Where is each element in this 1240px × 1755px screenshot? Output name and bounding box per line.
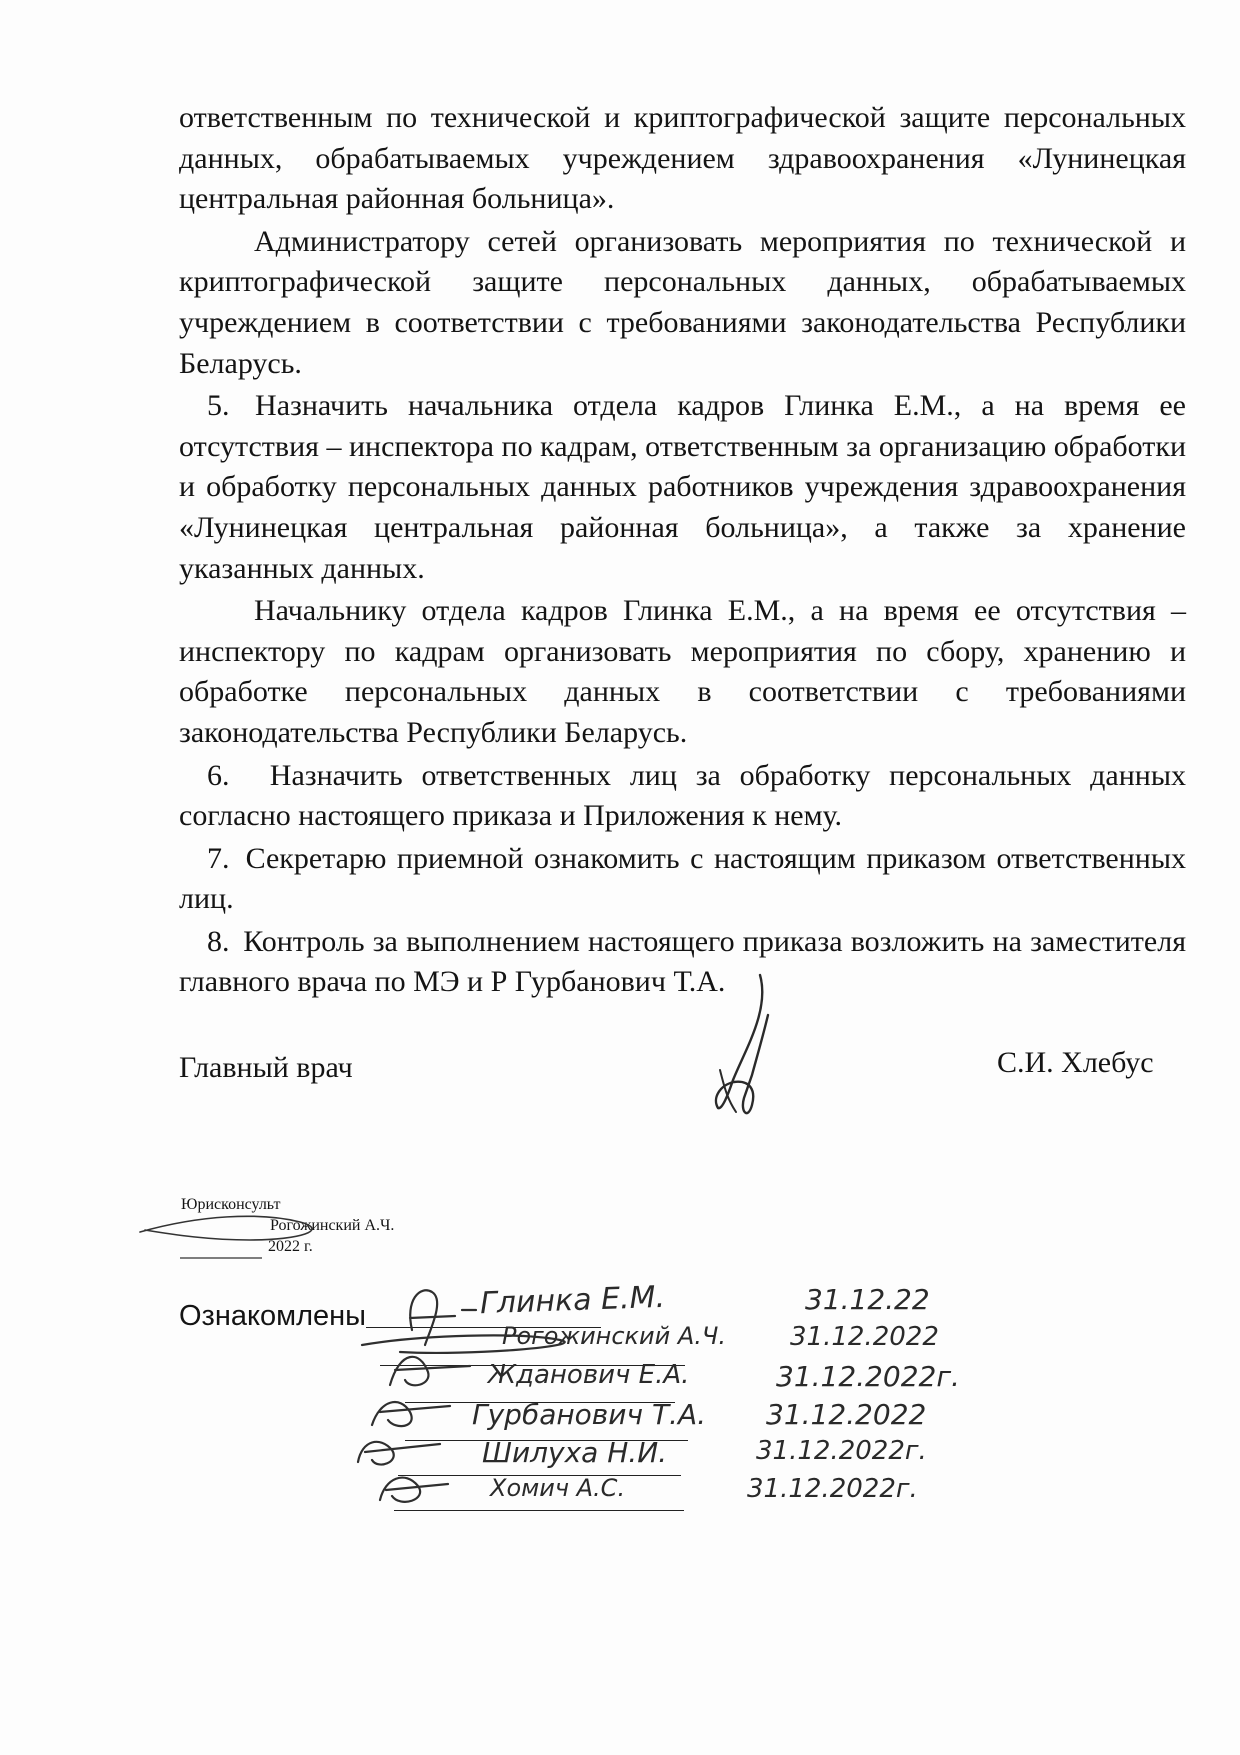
- ack-signature: [380, 1478, 448, 1502]
- paragraph-hr-head: Начальнику отдела кадров Глинка Е.М., а на время ее отсутствия – инспектору по кадрам организовать мероприятия по сбору, хранению и обработке персональных данных в соответствии с требованиями законодательства Республики Беларусь.: [179, 594, 1186, 749]
- paragraph-item-8: [179, 922, 1186, 1003]
- paragraph-item-5: [179, 386, 1186, 589]
- item-text: Секретарю приемной ознакомить с настоящим приказом ответственных лиц.: [179, 841, 1187, 916]
- chief-doctor-signature: [720, 1070, 736, 1112]
- paragraph-item-6: [179, 756, 1186, 837]
- paragraph-network-admin: Администратору сетей организовать мероприятия по технической и криптографической защите персональных данных, обрабатываемых учреждением в соответствии с требованиями законодательства Республики Беларусь.: [179, 224, 1186, 380]
- item-text: Назначить ответственных лиц за обработку персональных данных согласно настоящего приказа и Приложения к нему.: [179, 758, 1186, 833]
- paragraph-item-7: [179, 839, 1186, 920]
- item-number: 5.: [207, 389, 230, 423]
- item-number: 7.: [207, 841, 230, 875]
- ack-entry-date: 31.12.2022: [790, 1322, 939, 1352]
- ack-entry-date: 31.12.2022г.: [747, 1474, 918, 1504]
- ack-entry-date: 31.12.2022: [766, 1398, 927, 1431]
- ack-entry-name: Глинка Е.М.: [479, 1279, 666, 1322]
- ack-signature: [390, 1357, 470, 1385]
- ack-entry-date: 31.12.22: [805, 1283, 930, 1316]
- ack-line: [394, 1510, 684, 1511]
- item-text: Назначить начальника отдела кадров Глинка Е.М., а на время ее отсутствия – инспектора по кадрам, ответственным за организацию обработки и обработку персональных данных работников учреждения здравоохранения «Лунинецкая центральная районная больница», а также за хранение указанных данных.: [179, 389, 1187, 585]
- item-text: Контроль за выполнением настоящего приказа возложить на заместителя главного врача по МЭ и Р Гурбанович Т.А.: [179, 924, 1186, 999]
- order-body: [179, 98, 1186, 1003]
- ack-entry-name: Жданович Е.А.: [488, 1360, 690, 1390]
- ack-entry-name: Гурбанович Т.А.: [472, 1398, 707, 1431]
- item-number: 6.: [207, 758, 230, 792]
- approval-name: Рогожинский А.Ч.: [270, 1217, 395, 1234]
- approval-role: Юрисконсульт: [181, 1196, 281, 1213]
- item-number: 8.: [207, 924, 230, 958]
- ack-signature: [358, 1442, 440, 1465]
- signatory-title: Главный врач: [179, 1051, 353, 1084]
- approval-year: 2022 г.: [268, 1238, 313, 1255]
- ack-entry-date: 31.12.2022г.: [756, 1436, 927, 1466]
- ack-entry-name: Шилуха Н.И.: [482, 1436, 668, 1469]
- ack-signature: [410, 1290, 476, 1345]
- acknowledgement-label: Ознакомлены: [179, 1300, 366, 1332]
- signatory-name: С.И. Хлебус: [997, 1046, 1154, 1079]
- ack-entry-date: 31.12.2022г.: [776, 1360, 960, 1393]
- paragraph-continuation: ответственным по технической и криптографической защите персональных данных, обрабатываемых учреждением здравоохранения «Лунинецкая центральная районная больница».: [179, 101, 1186, 216]
- ack-entry-name: Хомич А.С.: [490, 1474, 626, 1502]
- ack-entry-name: Рогожинский А.Ч.: [502, 1322, 727, 1350]
- ack-signature: [372, 1402, 450, 1426]
